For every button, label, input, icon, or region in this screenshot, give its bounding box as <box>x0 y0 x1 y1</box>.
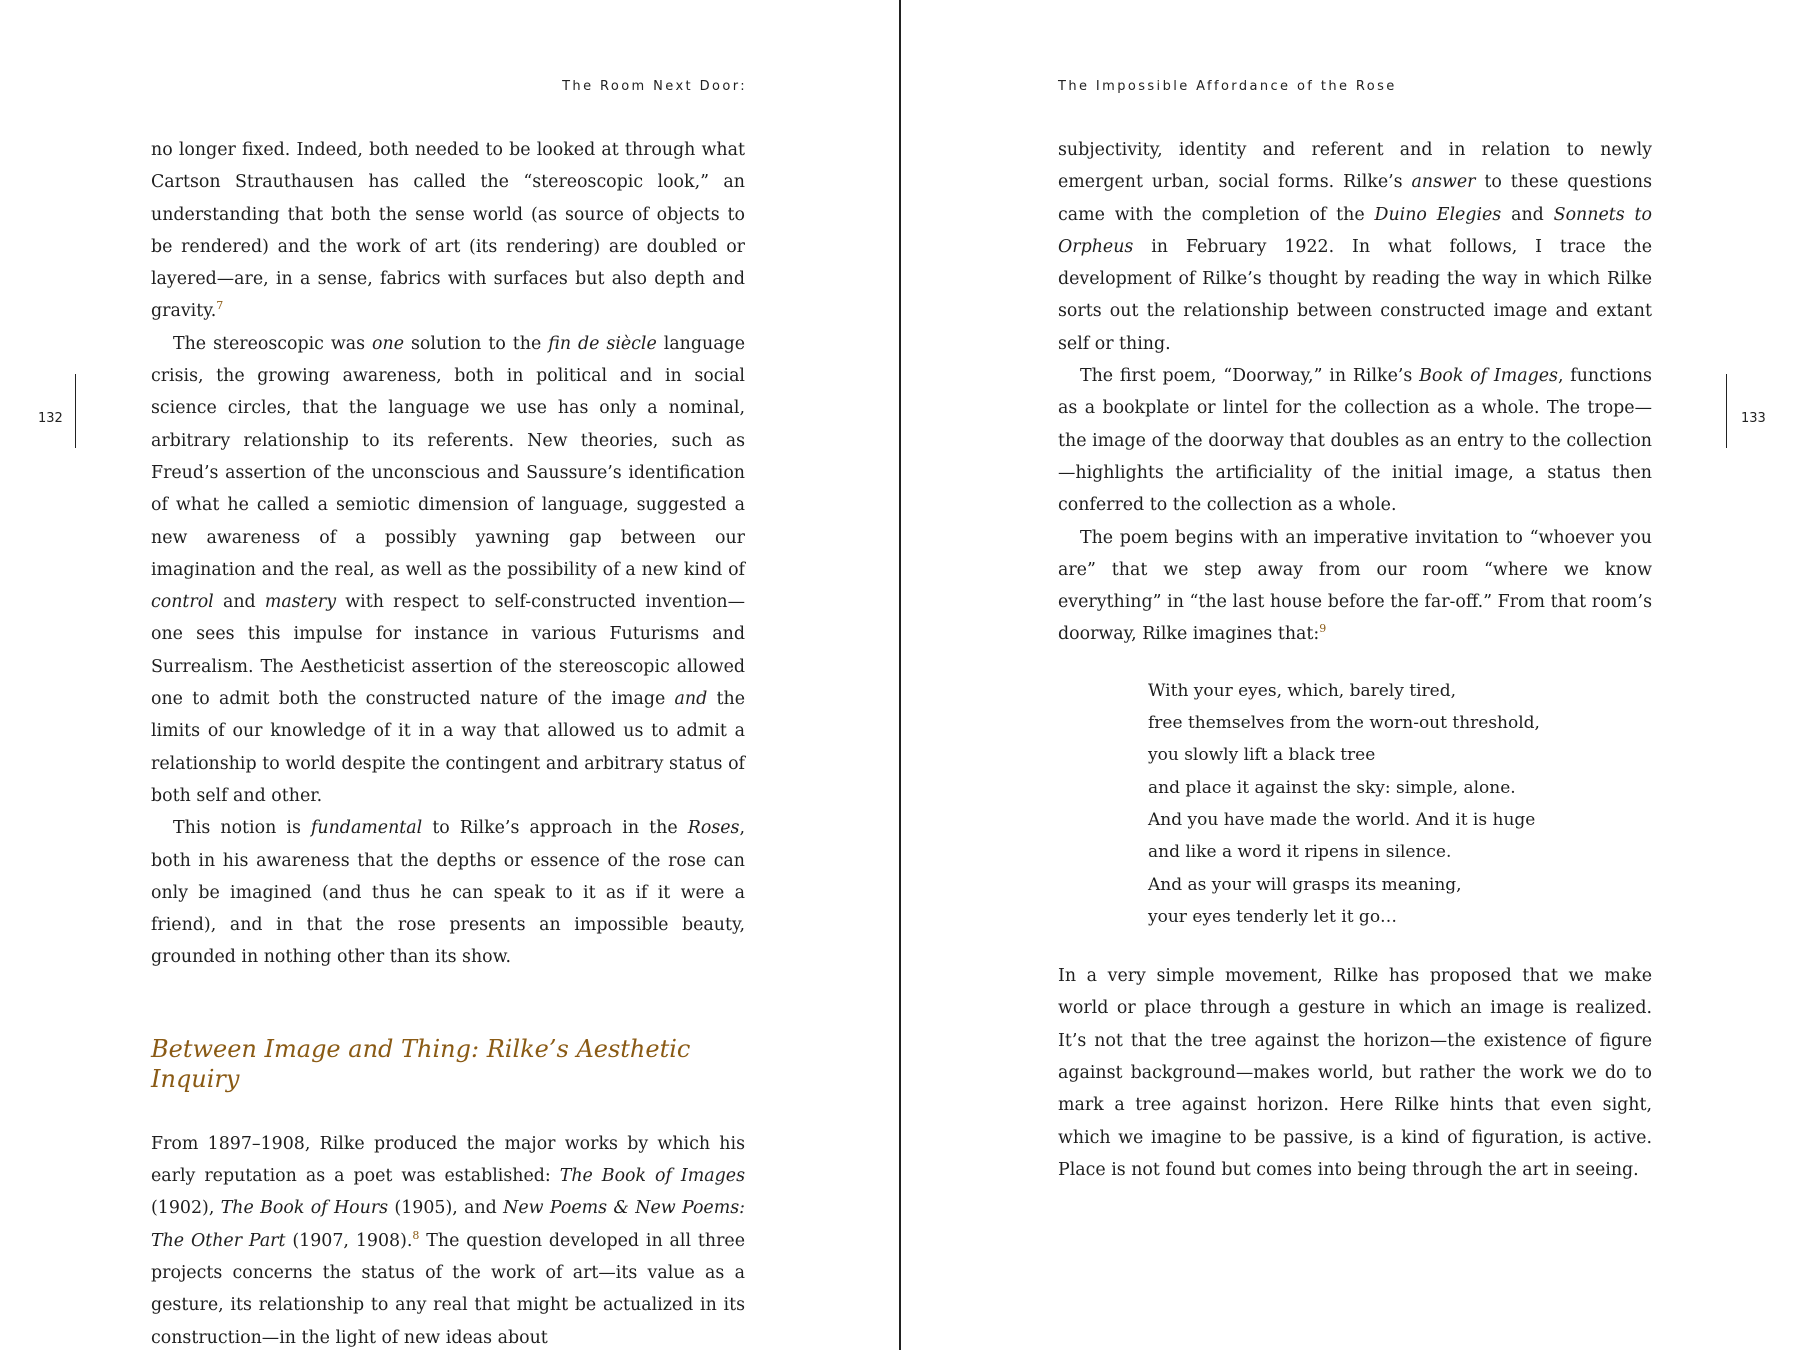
right-paragraph-4: In a very simple movement, Rilke has proposed that we make world or place through a gesture in which an image is realized. It’s not that the tree against the horizon—the existence of figure against background—makes world, but rather the work we do to mark a tree against horizon. Here Rilke hints that even sight, which we imagine to be passive, is a kind of figuration, is active. Place is not found but comes into being through the art in seeing. <box>1058 966 1652 1180</box>
section-heading: Between Image and Thing: Rilke’s Aesthetic Inquiry <box>151 1034 691 1093</box>
verse-line: your eyes tenderly let it go… <box>1148 906 1398 927</box>
left-paragraph-2: The stereoscopic was one solution to the fin de siècle language crisis, the growing awareness, both in political and in social science circles, that the language we use has only a nominal, arbitrary relationship to its referents. New theories, such as Freud’s assertion of the unconscious and Saussure’s identification of what he called a semiotic dimension of language, suggested a new awareness of a possibly yawning gap between our imagination and the real, as well as the possibility of a new kind of control and mastery with respect to self-constructed invention—one sees this impulse for instance in various Futurisms and Surrealism. The Aestheticist assertion of the stereoscopic allowed one to admit both the constructed nature of the image and the limits of our knowledge of it in a way that allowed us to admit a relationship to world despite the contingent and arbitrary status of both self and other. <box>151 333 746 806</box>
left-paragraph-1: no longer fixed. Indeed, both needed to be looked at through what Cartson Strauthausen has called the “stereoscopic look,” an understanding that both the sense world (as source of objects to be rendered) and the work of art (its rendering) are doubled or layered—are, in a sense, fabrics with surfaces but also depth and gravity.$^7$ <box>151 140 745 322</box>
right-page <box>901 0 1800 1350</box>
left-paragraph-3: This notion is fundamental to Rilke’s approach in the Roses, both in his awareness that the depths or essence of the rose can only be imagined (and thus he can speak to it as if it were a friend), and in that the rose presents an impossible beauty, grounded in nothing other than its show. <box>151 818 745 968</box>
right-text-block <box>1058 134 1652 1186</box>
verse-line: and place it against the sky: simple, alone. <box>1148 777 1516 798</box>
left-text-block <box>151 134 745 1354</box>
verse-line: With your eyes, which, barely tired, <box>1148 680 1456 701</box>
note-ref-9[interactable]: 9 <box>1319 622 1327 636</box>
note-ref-8[interactable]: 8 <box>412 1228 420 1242</box>
right-paragraph-1: subjectivity, identity and referent and in relation to newly emergent urban, social forms. Rilke’s answer to these questions came with the completion of the Duino Elegies and Sonnets to Orpheus in February 1922. In what follows, I trace the development of Rilke’s thought by reading the way in which Rilke sorts out the relationship between constructed image and extant self or thing. <box>1058 140 1653 354</box>
note-ref-7[interactable]: 7 <box>216 299 224 313</box>
left-page <box>0 0 899 1350</box>
verse-block <box>1148 675 1652 933</box>
right-paragraph-2: The first poem, “Doorway,” in Rilke’s Book of Images, functions as a bookplate or lintel for the collection as a whole. The trope—the image of the doorway that doubles as an entry to the collection—highlights the artificiality of the initial image, a status then conferred to the collection as a whole. <box>1058 366 1652 516</box>
right-paragraph-3: The poem begins with an imperative invitation to “whoever you are” that we step away from our room “where we know everything” in “the last house before the far-off.” From that room’s doorway, Rilke imagines that:$^9$ <box>1058 527 1652 645</box>
verse-line: And as your will grasps its meaning, <box>1148 874 1462 895</box>
verse-line: And you have made the world. And it is huge <box>1148 809 1536 830</box>
running-head-right: The Impossible Affordance of the Rose <box>1058 79 1397 94</box>
page-number-right: 133 <box>1741 411 1766 426</box>
verse-line: you slowly lift a black tree <box>1148 745 1376 766</box>
running-head-left: The Room Next Door: <box>562 79 747 94</box>
folio-rule-right <box>1726 374 1727 448</box>
verse-line: free themselves from the worn-out threshold, <box>1148 713 1540 734</box>
left-paragraph-4: From 1897–1908, Rilke produced the major works by which his early reputation as a poet was established: The Book of Images (1902), The Book of Hours (1905), and New Poems & New Poems: The Other Part (1907, 1908).$^8$ The question developed in all three projects concerns the status of the work of art—its value as a gesture, its relationship to any real that might be actualized in its construction—in the light of new ideas about <box>151 1133 746 1348</box>
folio-rule-left <box>75 374 76 448</box>
verse-line: and like a word it ripens in silence. <box>1148 842 1452 863</box>
page-number-left: 132 <box>38 411 63 426</box>
